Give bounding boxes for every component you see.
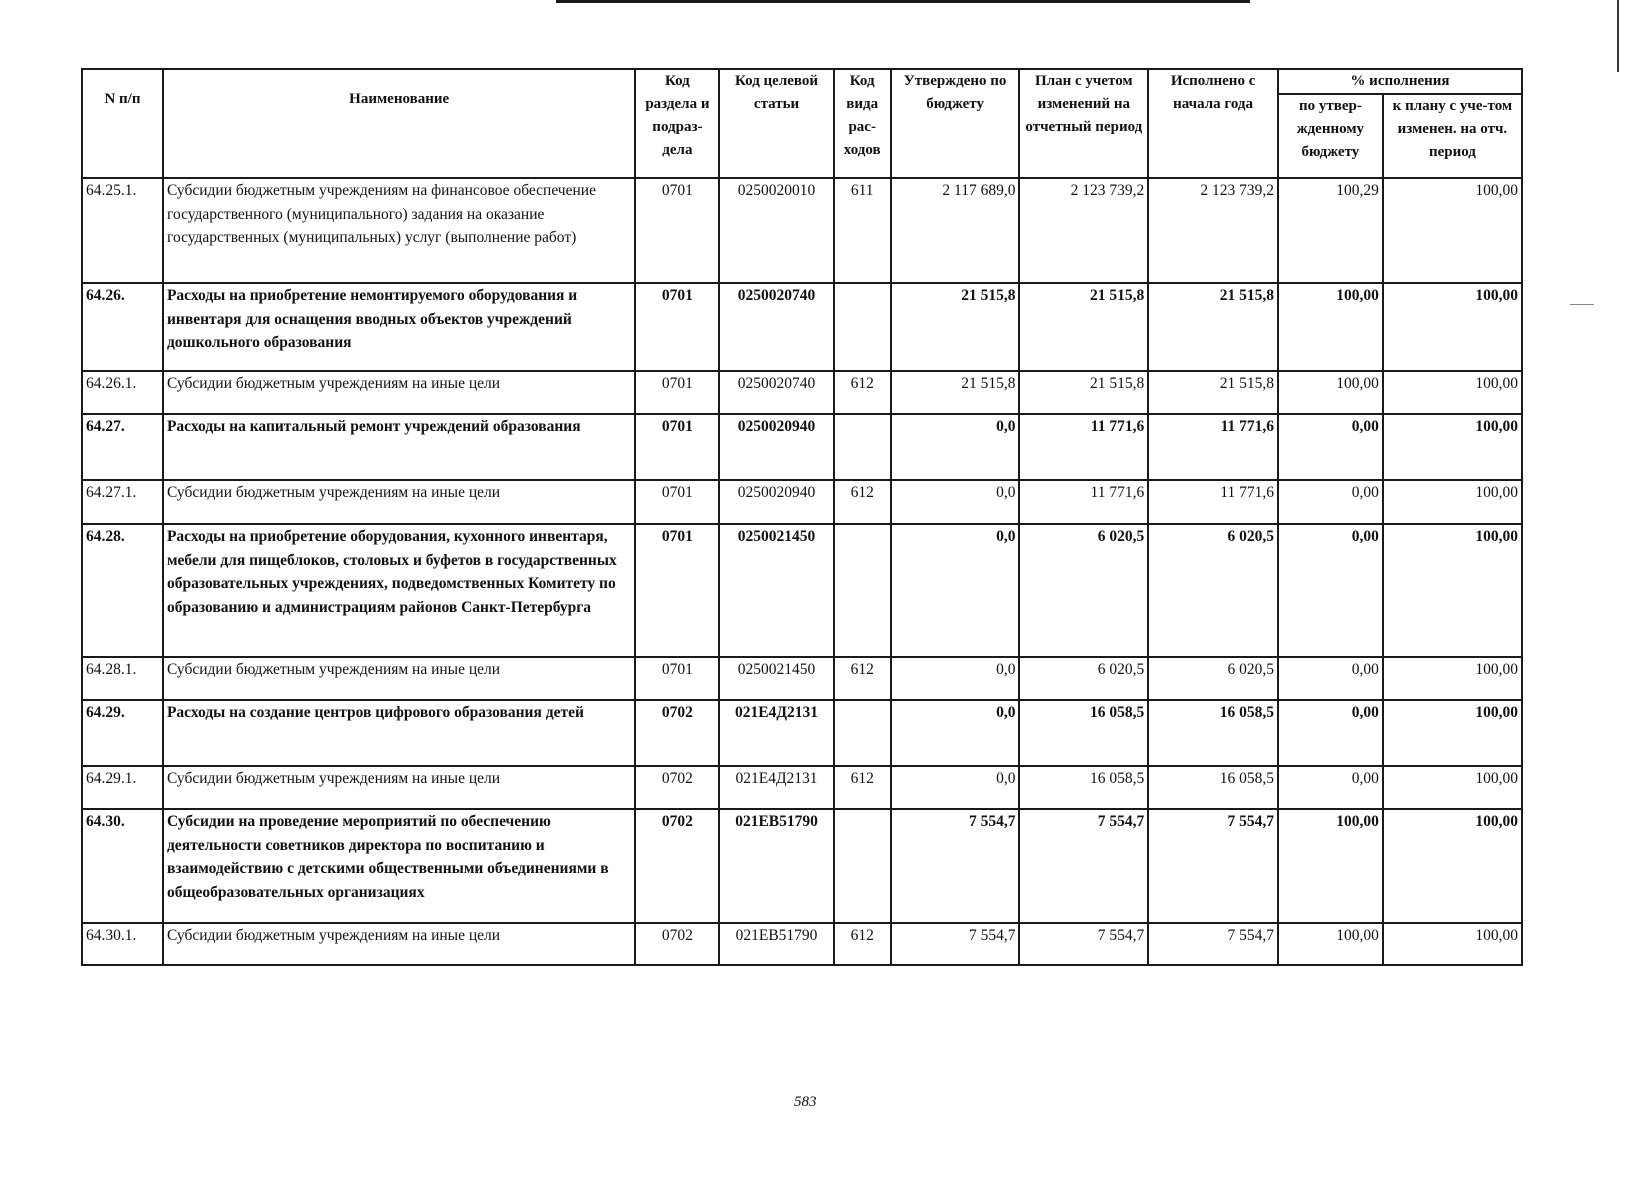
cell-target: 021Е4Д2131 — [719, 766, 833, 809]
cell-plan: 21 515,8 — [1019, 371, 1148, 414]
page-number: 583 — [794, 1094, 817, 1110]
col-header-pct-plan: к плану с уче-том изменен. на отч. период — [1383, 94, 1522, 178]
cell-approved: 0,0 — [891, 766, 1020, 809]
cell-num: 64.28.1. — [82, 657, 163, 700]
cell-section: 0702 — [635, 766, 719, 809]
table-row — [82, 371, 1522, 414]
cell-approved: 0,0 — [891, 700, 1020, 766]
cell-expense — [834, 809, 891, 923]
cell-target: 0250020010 — [719, 178, 833, 283]
cell-pct-plan: 100,00 — [1383, 524, 1522, 657]
cell-pct-budget: 0,00 — [1278, 657, 1383, 700]
cell-pct-plan: 100,00 — [1383, 283, 1522, 371]
table-row — [82, 809, 1522, 923]
cell-executed: 11 771,6 — [1148, 414, 1278, 480]
cell-num: 64.30.1. — [82, 923, 163, 965]
cell-target: 0250020940 — [719, 414, 833, 480]
cell-pct-budget: 100,00 — [1278, 283, 1383, 371]
cell-num: 64.26.1. — [82, 371, 163, 414]
col-header-plan: План с учетом изменений на отчетный период — [1019, 69, 1148, 178]
cell-target: 0250020740 — [719, 283, 833, 371]
cell-name: Субсидии бюджетным учреждениям на иные цели — [163, 657, 635, 700]
cell-target: 0250020740 — [719, 371, 833, 414]
cell-plan: 2 123 739,2 — [1019, 178, 1148, 283]
cell-pct-budget: 100,29 — [1278, 178, 1383, 283]
cell-target: 0250020940 — [719, 480, 833, 524]
cell-section: 0701 — [635, 414, 719, 480]
cell-expense — [834, 524, 891, 657]
cell-pct-plan: 100,00 — [1383, 809, 1522, 923]
cell-section: 0702 — [635, 700, 719, 766]
scan-artifact-tick — [1570, 304, 1594, 305]
cell-pct-budget: 100,00 — [1278, 923, 1383, 965]
cell-target: 0250021450 — [719, 524, 833, 657]
cell-pct-budget: 0,00 — [1278, 766, 1383, 809]
cell-section: 0702 — [635, 923, 719, 965]
cell-pct-plan: 100,00 — [1383, 657, 1522, 700]
cell-plan: 7 554,7 — [1019, 809, 1148, 923]
cell-name: Расходы на приобретение оборудования, кухонного инвентаря, мебели для пищеблоков, столовых и буфетов в государственных образовательных учреждениях, подведомственных Комитету по образованию и администрациям районов Санкт-Петербурга — [163, 524, 635, 657]
cell-plan: 11 771,6 — [1019, 414, 1148, 480]
col-header-section-code: Код раздела и подраз-дела — [635, 69, 719, 178]
cell-name: Субсидии бюджетным учреждениям на финансовое обеспечение государственного (муниципального) задания на оказание государственных (муниципальных) услуг (выполнение работ) — [163, 178, 635, 283]
cell-plan: 7 554,7 — [1019, 923, 1148, 965]
cell-section: 0701 — [635, 283, 719, 371]
cell-num: 64.26. — [82, 283, 163, 371]
cell-name: Субсидии бюджетным учреждениям на иные цели — [163, 766, 635, 809]
cell-executed: 16 058,5 — [1148, 766, 1278, 809]
table-row — [82, 178, 1522, 283]
cell-expense — [834, 283, 891, 371]
cell-approved: 7 554,7 — [891, 809, 1020, 923]
cell-executed: 6 020,5 — [1148, 657, 1278, 700]
cell-section: 0701 — [635, 524, 719, 657]
cell-executed: 6 020,5 — [1148, 524, 1278, 657]
cell-approved: 0,0 — [891, 524, 1020, 657]
cell-name: Субсидии бюджетным учреждениям на иные цели — [163, 480, 635, 524]
cell-target: 021Е4Д2131 — [719, 700, 833, 766]
cell-approved: 0,0 — [891, 657, 1020, 700]
cell-target: 0250021450 — [719, 657, 833, 700]
cell-approved: 0,0 — [891, 480, 1020, 524]
cell-expense — [834, 700, 891, 766]
table-row — [82, 480, 1522, 524]
cell-num: 64.30. — [82, 809, 163, 923]
cell-plan: 16 058,5 — [1019, 700, 1148, 766]
cell-section: 0701 — [635, 480, 719, 524]
cell-pct-plan: 100,00 — [1383, 414, 1522, 480]
cell-pct-plan: 100,00 — [1383, 371, 1522, 414]
cell-expense: 612 — [834, 923, 891, 965]
cell-pct-plan: 100,00 — [1383, 480, 1522, 524]
cell-expense: 612 — [834, 766, 891, 809]
cell-executed: 7 554,7 — [1148, 809, 1278, 923]
cell-pct-plan: 100,00 — [1383, 766, 1522, 809]
table-row — [82, 524, 1522, 657]
table-row — [82, 923, 1522, 965]
cell-num: 64.25.1. — [82, 178, 163, 283]
col-header-percent-group: % исполнения — [1278, 69, 1522, 94]
cell-name: Субсидии на проведение мероприятий по обеспечению деятельности советников директора по воспитанию и взаимодействию с детскими общественными объединениями в общеобразовательных организациях — [163, 809, 635, 923]
table-row — [82, 657, 1522, 700]
col-header-executed: Исполнено с начала года — [1148, 69, 1278, 178]
cell-pct-budget: 100,00 — [1278, 809, 1383, 923]
cell-executed: 7 554,7 — [1148, 923, 1278, 965]
cell-executed: 11 771,6 — [1148, 480, 1278, 524]
cell-expense: 612 — [834, 371, 891, 414]
cell-pct-budget: 0,00 — [1278, 524, 1383, 657]
cell-num: 64.29. — [82, 700, 163, 766]
cell-expense — [834, 414, 891, 480]
cell-approved: 0,0 — [891, 414, 1020, 480]
col-header-target-code: Код целевой статьи — [719, 69, 833, 178]
cell-target: 021ЕВ51790 — [719, 923, 833, 965]
col-header-expense-code: Код вида рас-ходов — [834, 69, 891, 178]
cell-section: 0701 — [635, 178, 719, 283]
cell-pct-plan: 100,00 — [1383, 923, 1522, 965]
cell-approved: 7 554,7 — [891, 923, 1020, 965]
cell-section: 0702 — [635, 809, 719, 923]
cell-plan: 6 020,5 — [1019, 524, 1148, 657]
cell-name: Расходы на приобретение немонтируемого оборудования и инвентаря для оснащения вводных объектов учреждений дошкольного образования — [163, 283, 635, 371]
cell-pct-budget: 0,00 — [1278, 700, 1383, 766]
cell-pct-plan: 100,00 — [1383, 700, 1522, 766]
cell-num: 64.27. — [82, 414, 163, 480]
cell-expense: 612 — [834, 480, 891, 524]
col-header-pct-budget: по утвер-жденному бюджету — [1278, 94, 1383, 178]
cell-section: 0701 — [635, 657, 719, 700]
cell-pct-budget: 100,00 — [1278, 371, 1383, 414]
cell-num: 64.27.1. — [82, 480, 163, 524]
cell-expense: 611 — [834, 178, 891, 283]
cell-section: 0701 — [635, 371, 719, 414]
cell-pct-plan: 100,00 — [1383, 178, 1522, 283]
cell-pct-budget: 0,00 — [1278, 414, 1383, 480]
cell-plan: 6 020,5 — [1019, 657, 1148, 700]
cell-num: 64.28. — [82, 524, 163, 657]
cell-expense: 612 — [834, 657, 891, 700]
cell-pct-budget: 0,00 — [1278, 480, 1383, 524]
cell-executed: 21 515,8 — [1148, 283, 1278, 371]
budget-execution-table — [81, 68, 1523, 966]
col-header-num: N п/п — [82, 69, 163, 178]
cell-name: Расходы на создание центров цифрового образования детей — [163, 700, 635, 766]
cell-executed: 21 515,8 — [1148, 371, 1278, 414]
table-row — [82, 283, 1522, 371]
scan-artifact-line — [556, 0, 1250, 3]
table-row — [82, 700, 1522, 766]
cell-approved: 21 515,8 — [891, 283, 1020, 371]
table-row — [82, 414, 1522, 480]
cell-executed: 16 058,5 — [1148, 700, 1278, 766]
col-header-name: Наименование — [163, 69, 635, 178]
cell-name: Субсидии бюджетным учреждениям на иные цели — [163, 923, 635, 965]
cell-name: Расходы на капитальный ремонт учреждений образования — [163, 414, 635, 480]
cell-name: Субсидии бюджетным учреждениям на иные цели — [163, 371, 635, 414]
cell-plan: 11 771,6 — [1019, 480, 1148, 524]
header-row-1 — [82, 69, 1522, 94]
cell-approved: 2 117 689,0 — [891, 178, 1020, 283]
cell-plan: 21 515,8 — [1019, 283, 1148, 371]
cell-target: 021ЕВ51790 — [719, 809, 833, 923]
scan-artifact-edge — [1617, 0, 1619, 72]
col-header-approved: Утверждено по бюджету — [891, 69, 1020, 178]
cell-approved: 21 515,8 — [891, 371, 1020, 414]
table-row — [82, 766, 1522, 809]
cell-num: 64.29.1. — [82, 766, 163, 809]
cell-plan: 16 058,5 — [1019, 766, 1148, 809]
cell-executed: 2 123 739,2 — [1148, 178, 1278, 283]
